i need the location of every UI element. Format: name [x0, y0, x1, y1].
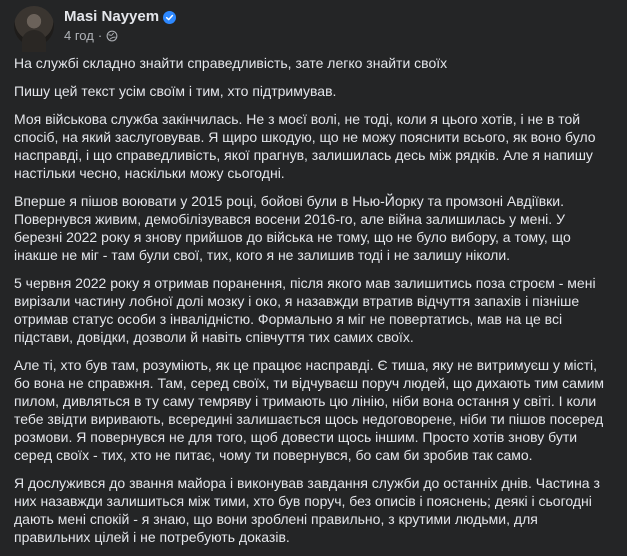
post-header: [14, 6, 176, 46]
post-paragraph: На службі складно знайти справедливість, зате легко знайти своїх: [14, 55, 448, 71]
globe-icon[interactable]: [106, 30, 118, 42]
post-timestamp[interactable]: 4 год: [64, 28, 94, 43]
post-paragraph: 5 червня 2022 року я отримав поранення, після якого мав залишитись поза строєм - мені вирізали частину лобної долі мозку і око, я назавжди втратив відчуття запахів і пізніше отримав статус особи з інвалідністю. Формально я міг не повертатись, мав на це всі підстави, довідки, дозволи й навіть співчуття тих самих своїх.: [14, 275, 596, 345]
author-name[interactable]: Masi Nayyem: [64, 8, 160, 25]
post-paragraph: Вперше я пішов воювати у 2015 році, бойові були в Нью-Йорку та промзоні Авдіївки. Повернувся живим, демобілізувався восени 2016-го, але війна залишилась у мені. У березні 2022 року я знову прийшов до війська не тому, що не було вибору, а тому, що інакше не міг - там були свої, тих, кого я не залишив тоді і не залишу ніколи.: [14, 193, 571, 263]
verified-badge-icon: [163, 11, 176, 24]
post-body: [14, 54, 612, 556]
post-meta: [64, 8, 176, 44]
post-paragraph: Пишу цей текст усім своїм і тим, хто підтримував.: [14, 83, 337, 99]
author-row: [64, 8, 176, 26]
author-avatar[interactable]: [14, 6, 54, 46]
post-paragraph: Моя військова служба закінчилась. Не з моєї волі, не тоді, коли я цього хотів, і не в той спосіб, на який заслуговував. Я щиро шкодую, що не можу пояснити всього, як воно було насправді, і що справедливість, якої прагнув, залишилась десь між рядків. Але я напишу настільки чесно, наскільки можу сьогодні.: [14, 111, 596, 181]
post-time-row: [64, 28, 176, 44]
meta-separator: ·: [97, 28, 103, 43]
post-paragraph: Я дослужився до звання майора і виконував завдання служби до останніх днів. Частина з них назавжди залишиться між тими, хто був поруч, без описів і пояснень; деякі і сьогодні дають мені спокій - я знаю, що вони зроблені правильно, з крутими людьми, для правильних цілей і не потребують доказів.: [14, 475, 600, 545]
post-paragraph: Але ті, хто був там, розуміють, як це працює насправді. Є тиша, яку не витримуєш у місті, бо вона не справжня. Там, серед своїх, ти відчуваєш поруч людей, що дихають тим самим пилом, дивляться в ту саму темряву і тримають цю лінію, ніби вона остання у світі. І коли тебе звідти виривають, всередині залишається щось недоговорене, ніби ти пішов посеред розмови. Я повернувся не для того, щоб довести щось іншим. Просто хотів знову бути серед своїх - тих, хто не питає, чому ти повернувся, бо сам би зробив так само.: [14, 357, 605, 463]
